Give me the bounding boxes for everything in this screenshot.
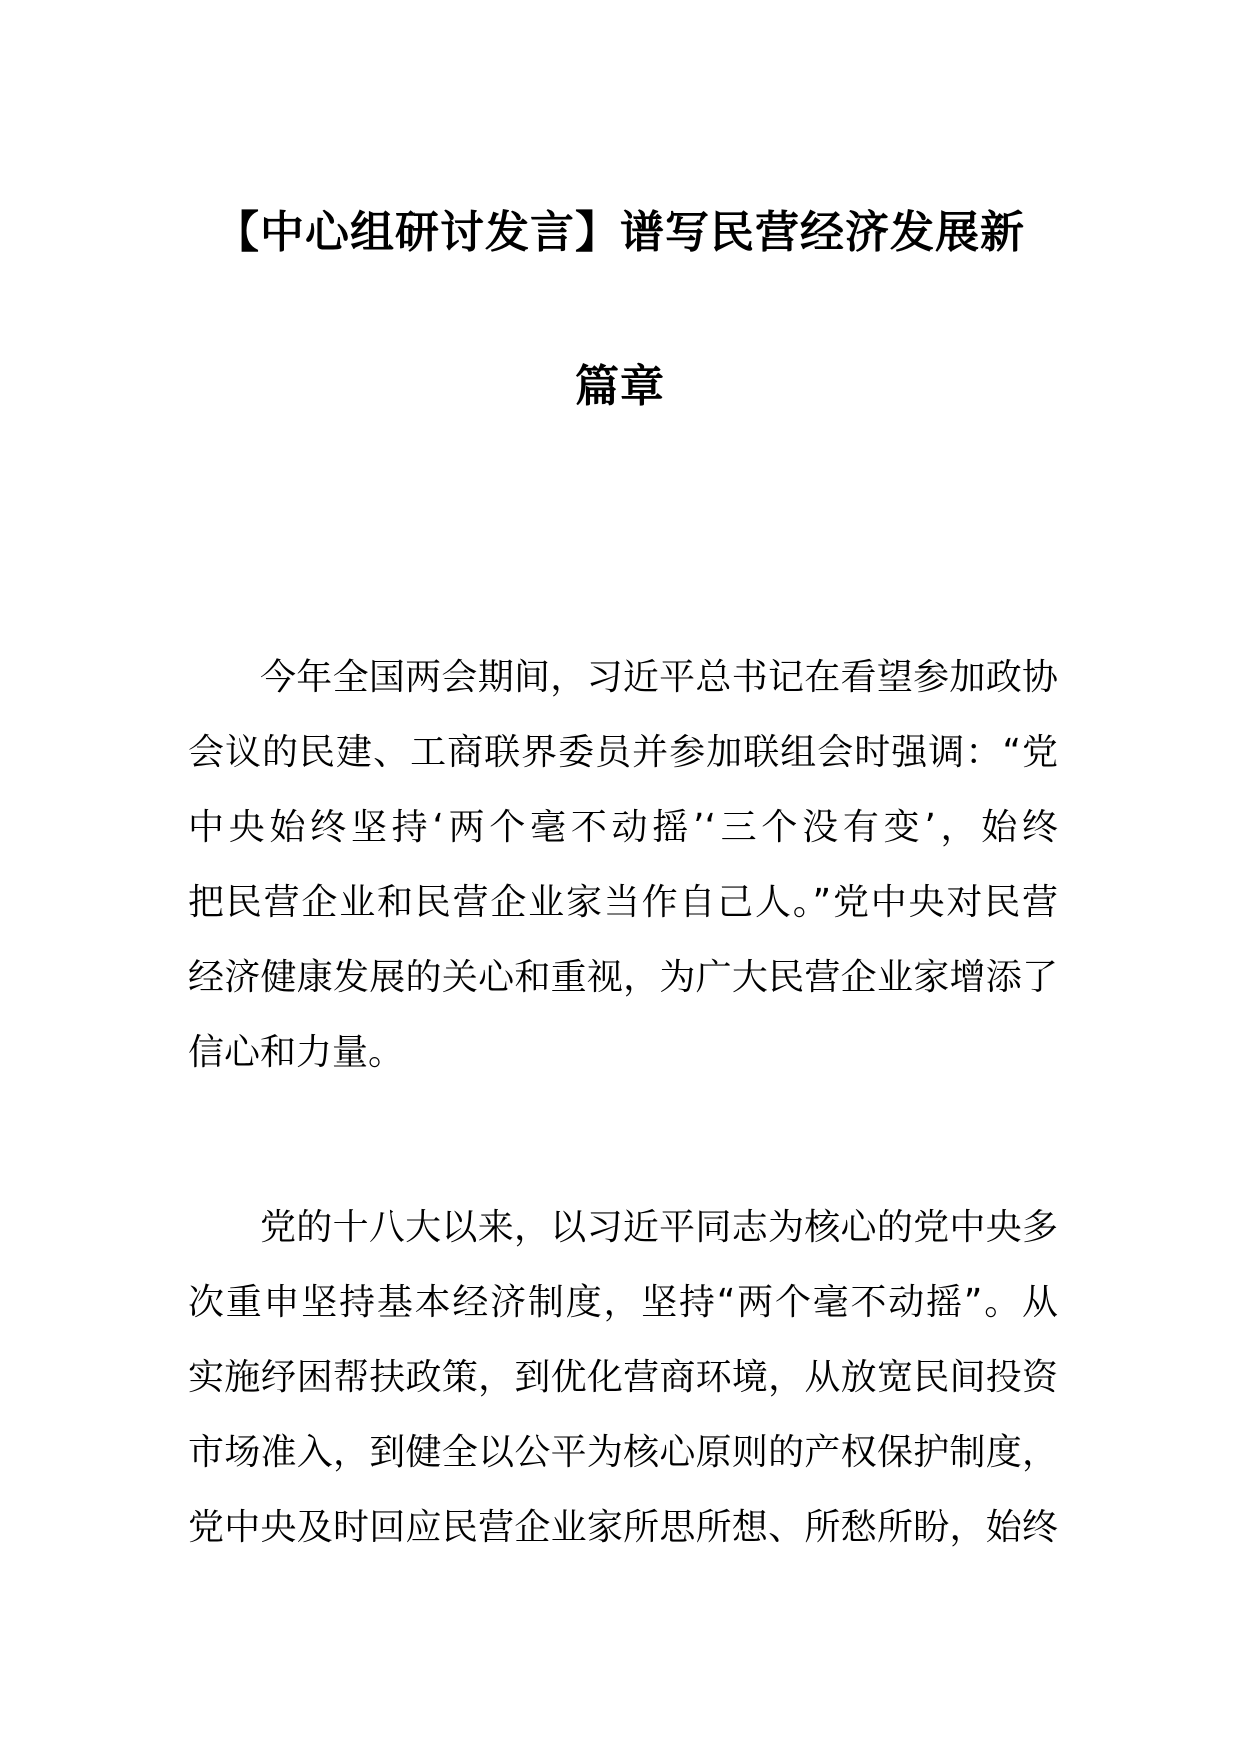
paragraph-1-line-3: 中央始终坚持‘两个毫不动摇’‘三个没有变’，始终 bbox=[188, 807, 1058, 848]
paragraph-1-line-6: 信心和力量。 bbox=[188, 1032, 405, 1073]
paragraph-1-line-4: 把民营企业和民营企业家当作自己人。”党中央对民营 bbox=[188, 882, 1058, 923]
document-title-line-2: 篇章 bbox=[575, 361, 665, 412]
paragraph-1-line-2: 会议的民建、工商联界委员并参加联组会时强调：“党 bbox=[188, 732, 1058, 773]
paragraph-1 bbox=[188, 640, 1058, 1090]
paragraph-2-line-2: 次重申坚持基本经济制度，坚持“两个毫不动摇”。从 bbox=[188, 1282, 1058, 1323]
paragraph-1-line-1: 今年全国两会期间，习近平总书记在看望参加政协 bbox=[260, 657, 1058, 698]
paragraph-2-line-5: 党中央及时回应民营企业家所思所想、所愁所盼，始终 bbox=[188, 1507, 1058, 1548]
document-title-line-1: 【中心组研讨发言】谱写民营经济发展新 bbox=[215, 207, 1025, 258]
paragraph-2 bbox=[188, 1190, 1058, 1565]
paragraph-2-line-1: 党的十八大以来，以习近平同志为核心的党中央多 bbox=[260, 1207, 1058, 1248]
paragraph-2-line-3: 实施纾困帮扶政策，到优化营商环境，从放宽民间投资 bbox=[188, 1357, 1058, 1398]
paragraph-1-line-5: 经济健康发展的关心和重视，为广大民营企业家增添了 bbox=[188, 957, 1058, 998]
paragraph-2-line-4: 市场准入，到健全以公平为核心原则的产权保护制度， bbox=[188, 1432, 1058, 1473]
